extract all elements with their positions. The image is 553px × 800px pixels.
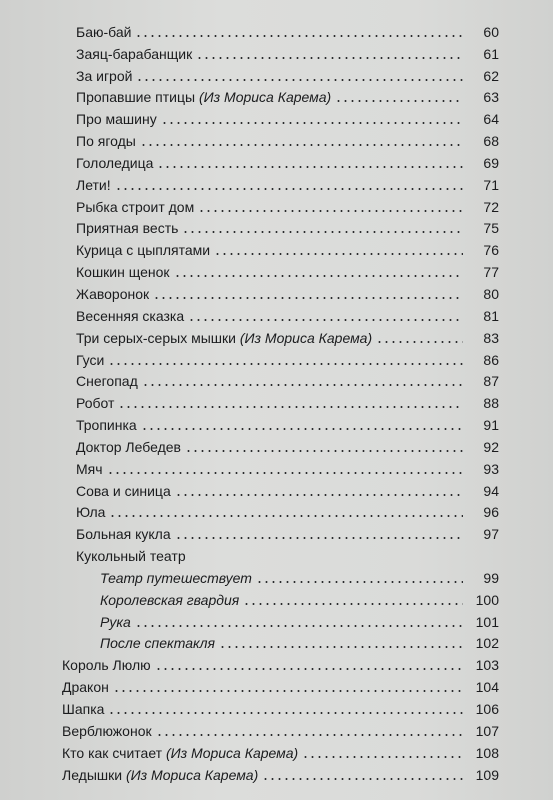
toc-dot-leader — [219, 646, 463, 648]
toc-entry-title-text: Рыбка строит дом — [76, 198, 195, 215]
toc-dot-leader — [175, 494, 463, 496]
toc-entry-title-text: Юла — [76, 504, 106, 521]
toc-page-number: 106 — [475, 701, 499, 717]
toc-entry — [0, 346, 553, 368]
toc-entry — [0, 18, 553, 40]
toc-entry-title — [100, 570, 252, 586]
toc-dot-leader — [188, 319, 463, 321]
toc-entry-title — [76, 111, 157, 127]
toc-page-number: 62 — [483, 67, 499, 84]
toc-page-number: 71 — [483, 176, 499, 193]
toc-page-number: 107 — [475, 722, 499, 739]
toc-entry-title-text: Больная кукла — [76, 526, 171, 543]
toc-entry-title — [100, 635, 215, 651]
toc-entry-title — [76, 286, 149, 302]
toc-entry-title-text: Пропавшие птицы — [76, 89, 199, 106]
toc-page-number: 61 — [483, 45, 499, 62]
toc-entry-title-text: Кошкин щенок — [76, 264, 170, 281]
toc-entry-title — [76, 395, 114, 411]
toc-page-number: 64 — [483, 111, 499, 128]
toc-entry — [0, 455, 553, 477]
toc-entry-title-text: Кто как считает — [62, 744, 166, 761]
toc-entry-title-text: Дракон — [62, 679, 109, 696]
toc-entry-title-text: Приятная весть — [76, 220, 179, 237]
toc-page-number: 87 — [483, 373, 499, 390]
toc-page-number: 86 — [483, 351, 499, 368]
toc-entry — [0, 258, 553, 280]
toc-entry — [0, 499, 553, 521]
toc-entry — [0, 695, 553, 717]
toc-entry-title — [76, 24, 131, 40]
toc-dot-leader — [115, 188, 463, 190]
toc-dot-leader — [141, 428, 463, 430]
toc-page-number: 100 — [475, 591, 499, 608]
toc-entry-title-text: За игрой — [76, 67, 133, 84]
toc-entry-title-text: Тропинка — [76, 417, 137, 434]
toc-entry-title — [62, 745, 298, 761]
toc-dot-leader — [157, 166, 463, 168]
toc-entry-title — [76, 133, 136, 149]
toc-entry — [0, 433, 553, 455]
toc-dot-leader — [196, 57, 463, 59]
toc-entry-title-text: Снегопад — [76, 373, 138, 390]
toc-entry-title-text: Шапка — [62, 701, 105, 717]
toc-entry — [0, 542, 553, 564]
toc-dot-leader — [174, 275, 463, 277]
toc-page-number: 63 — [483, 89, 499, 106]
toc-page-number: 88 — [483, 395, 499, 412]
toc-entry-title — [76, 89, 331, 105]
toc-entry — [0, 127, 553, 149]
toc-entry-title — [62, 657, 151, 673]
toc-entry-title-text: По ягоды — [76, 133, 136, 150]
toc-dot-leader — [118, 406, 463, 408]
toc-page-number: 92 — [483, 438, 499, 455]
toc-entry-title — [76, 373, 138, 389]
toc-entry-title — [76, 155, 153, 171]
toc-dot-leader — [140, 144, 463, 146]
toc-entry-title-text: Заяц-барабанщик — [76, 45, 193, 62]
toc-dot-leader — [302, 756, 463, 758]
toc-entry — [0, 717, 553, 739]
toc-dot-leader — [243, 603, 463, 605]
toc-page-number: 91 — [483, 417, 499, 434]
toc-entry — [0, 324, 553, 346]
toc-entry — [0, 411, 553, 433]
toc-page-number: 80 — [483, 285, 499, 302]
toc-entry-title — [100, 614, 131, 630]
toc-entry-title-text: Король Люлю — [62, 657, 151, 674]
toc-entry-title — [76, 483, 171, 499]
toc-entry-title-text: Мяч — [76, 460, 103, 477]
toc-dot-leader — [135, 35, 463, 37]
toc-entry-title-text: Про машину — [76, 111, 157, 128]
toc-entry-title-text: Гололедица — [76, 154, 154, 171]
toc-page-number: 99 — [483, 569, 499, 586]
toc-dot-leader — [256, 581, 463, 583]
toc-entry-title-text: Робот — [76, 395, 115, 412]
toc-entry — [0, 630, 553, 652]
toc-entry-title-text: Гуси — [76, 351, 105, 368]
toc-page-number: 108 — [475, 744, 499, 761]
toc-page-number: 96 — [483, 504, 499, 521]
toc-dot-leader — [156, 734, 463, 736]
toc-dot-leader — [142, 384, 463, 386]
toc-entry — [0, 280, 553, 302]
toc-page-number: 93 — [483, 460, 499, 477]
table-of-contents — [0, 18, 553, 783]
toc-entry-title-text: Курица с цыплятами — [76, 242, 211, 259]
toc-dot-leader — [182, 231, 463, 233]
toc-dot-leader — [136, 79, 463, 81]
toc-entry-title-text: Сова и синица — [76, 482, 171, 499]
toc-page-number: 76 — [483, 242, 499, 259]
toc-entry-title — [76, 242, 210, 258]
toc-dot-leader — [107, 472, 463, 474]
toc-entry-title-text: Лети! — [76, 176, 111, 193]
toc-entry-title — [76, 352, 104, 368]
toc-entry-note: (Из Мориса Карема) — [239, 329, 373, 346]
toc-dot-leader — [108, 363, 463, 365]
toc-entry-title — [76, 330, 372, 346]
toc-dot-leader — [155, 668, 463, 670]
toc-entry-title — [76, 439, 181, 455]
toc-page-number: 103 — [475, 657, 499, 674]
toc-entry — [0, 368, 553, 390]
toc-entry-title — [76, 461, 103, 477]
toc-dot-leader — [214, 253, 463, 255]
toc-dot-leader — [198, 210, 463, 212]
toc-entry-title — [76, 504, 105, 520]
toc-entry — [0, 520, 553, 542]
toc-entry-title-text: Верблюжонок — [62, 722, 152, 739]
toc-entry-title-text: Рука — [100, 613, 131, 630]
toc-entry-title — [76, 220, 178, 236]
toc-entry-title-text: Театр путешествует — [100, 569, 252, 586]
toc-entry — [0, 389, 553, 411]
toc-entry-title-text: Жаворонок — [76, 285, 150, 302]
toc-entry — [0, 651, 553, 673]
toc-entry-title — [76, 548, 186, 564]
toc-entry-note: (Из Мориса Карема) — [125, 766, 259, 783]
toc-page-number: 77 — [483, 264, 499, 281]
toc-entry — [0, 149, 553, 171]
toc-page-number: 72 — [483, 198, 499, 215]
toc-entry — [0, 739, 553, 761]
toc-page-number: 83 — [483, 329, 499, 346]
toc-dot-leader — [376, 341, 463, 343]
toc-entry-title-text: Кукольный театр — [76, 548, 186, 565]
toc-entry-title — [76, 46, 192, 62]
toc-page-number: 109 — [475, 766, 499, 783]
toc-entry-title — [76, 264, 170, 280]
toc-page-number: 60 — [483, 23, 499, 40]
toc-page-number: 81 — [483, 307, 499, 324]
toc-entry-title — [76, 68, 132, 84]
toc-entry-title — [76, 177, 111, 193]
toc-dot-leader — [113, 690, 463, 692]
toc-entry — [0, 193, 553, 215]
toc-entry — [0, 477, 553, 499]
toc-entry-title — [76, 526, 171, 542]
toc-entry-title — [62, 723, 152, 739]
toc-page-number: 68 — [483, 133, 499, 150]
toc-entry-title-text: Баю-бай — [76, 23, 132, 40]
toc-dot-leader — [262, 778, 463, 780]
toc-entry-title-text: После спектакля — [100, 635, 216, 652]
toc-entry — [0, 586, 553, 608]
toc-entry-title-text: Ледышки — [62, 766, 126, 783]
toc-entry-note: (Из Мориса Карема) — [165, 744, 299, 761]
toc-dot-leader — [135, 625, 463, 627]
toc-entry — [0, 236, 553, 258]
toc-entry-title-text: Три серых-серых мышки — [76, 329, 240, 346]
toc-entry-title — [62, 701, 104, 717]
toc-page-number: 94 — [483, 482, 499, 499]
toc-entry-title — [76, 308, 184, 324]
toc-dot-leader — [175, 537, 463, 539]
toc-entry-title — [100, 592, 239, 608]
toc-dot-leader — [109, 515, 463, 517]
toc-page-number: 104 — [475, 679, 499, 696]
toc-entry — [0, 62, 553, 84]
toc-entry — [0, 171, 553, 193]
toc-dot-leader — [161, 122, 463, 124]
toc-entry-title-text: Королевская гвардия — [100, 591, 240, 608]
toc-entry-title — [76, 417, 137, 433]
toc-dot-leader — [153, 297, 463, 299]
toc-entry — [0, 673, 553, 695]
toc-entry — [0, 564, 553, 586]
toc-entry-title-text: Весенняя сказка — [76, 307, 185, 324]
toc-entry-title-text: Доктор Лебедев — [76, 438, 181, 455]
toc-entry — [0, 608, 553, 630]
toc-entry — [0, 84, 553, 106]
toc-entry-title — [62, 767, 258, 783]
toc-page-number: 101 — [475, 613, 499, 630]
toc-entry-note: (Из Мориса Карема) — [198, 89, 332, 106]
toc-entry — [0, 215, 553, 237]
toc-dot-leader — [335, 100, 463, 102]
toc-entry — [0, 302, 553, 324]
toc-dot-leader — [185, 450, 463, 452]
toc-page-number: 69 — [483, 154, 499, 171]
toc-entry — [0, 40, 553, 62]
toc-dot-leader — [108, 712, 463, 714]
toc-page-number: 97 — [483, 526, 499, 543]
toc-page-number: 102 — [475, 635, 499, 652]
toc-entry — [0, 761, 553, 783]
toc-page-number: 75 — [483, 220, 499, 237]
toc-entry-title — [62, 679, 109, 695]
toc-entry-title — [76, 199, 194, 215]
toc-entry — [0, 105, 553, 127]
